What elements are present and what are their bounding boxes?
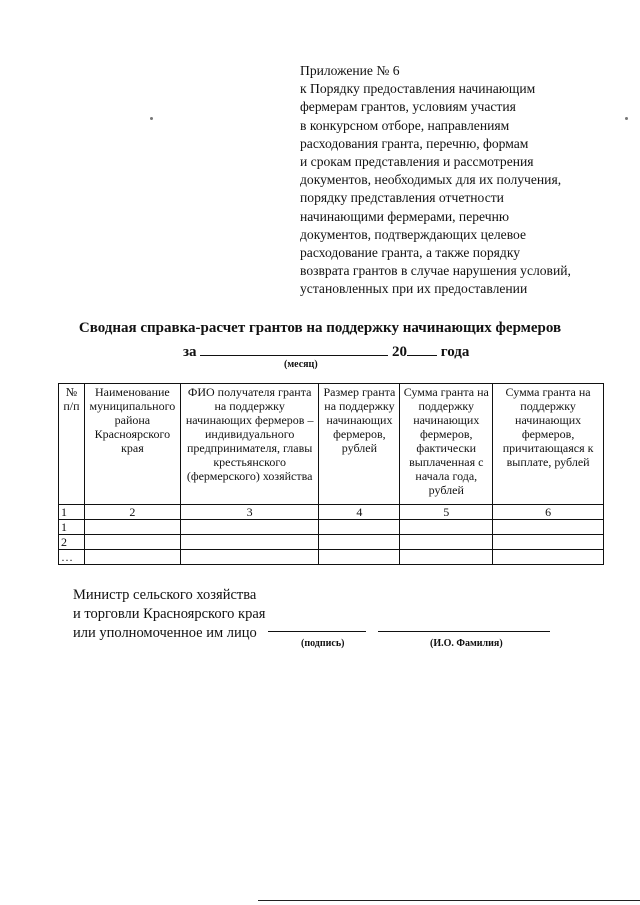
table-header-row (59, 384, 604, 505)
period-line (183, 341, 469, 361)
appendix-line: в конкурсном отборе, направлениям (300, 117, 510, 133)
column-number-row (59, 505, 604, 520)
signature-line: или уполномоченное им лицо (73, 625, 257, 641)
column-number: 5 (400, 505, 493, 520)
signature-line: и торговли Красноярского края (73, 606, 266, 622)
appendix-line: и срокам представления и рассмотрения (300, 154, 534, 170)
period-prefix: за (183, 344, 197, 360)
table-row (59, 535, 604, 550)
year-blank (407, 341, 437, 356)
table-cell (180, 520, 319, 535)
name-caption: (И.О. Фамилия) (430, 638, 503, 649)
month-caption: (месяц) (284, 359, 318, 370)
table-row (59, 520, 604, 535)
signature-line: Министр сельского хозяйства (73, 587, 257, 603)
table-row (59, 550, 604, 565)
header-due-amount: Сумма гранта на поддержку начинающих фермеров, причитающаяся к выплате, рублей (493, 384, 604, 505)
scan-edge-line (258, 900, 640, 901)
appendix-line: расходования гранта, перечню, формам (300, 135, 529, 151)
table-cell (84, 535, 180, 550)
table-cell (400, 535, 493, 550)
table-cell (319, 535, 400, 550)
grants-table (58, 383, 604, 565)
scan-speck (150, 117, 153, 120)
appendix-line: расходование гранта, а также порядку (300, 245, 521, 261)
month-blank (200, 341, 388, 356)
appendix-line: порядку представления отчетности (300, 190, 504, 206)
name-blank (378, 631, 550, 632)
table-cell (493, 520, 604, 535)
table-cell (319, 550, 400, 565)
signature-caption: (подпись) (301, 638, 345, 649)
appendix-title: Приложение № 6 (300, 63, 400, 78)
appendix-line: фермерам грантов, условиям участия (300, 99, 516, 115)
table-cell (319, 520, 400, 535)
table-cell (180, 550, 319, 565)
row-number: … (59, 550, 85, 565)
table-cell (84, 520, 180, 535)
document-title: Сводная справка-расчет грантов на поддержку начинающих фермеров (78, 320, 562, 336)
appendix-line: документов, необходимых для их получения, (300, 172, 562, 188)
column-number: 4 (319, 505, 400, 520)
year-prefix: 20 (392, 344, 408, 360)
appendix-line: к Порядку предоставления начинающим (300, 81, 536, 97)
table-cell (493, 550, 604, 565)
row-number: 2 (59, 535, 85, 550)
column-number: 3 (180, 505, 319, 520)
header-number: № п/п (59, 384, 85, 505)
header-grant-size: Размер гранта на поддержку начинающих фермеров, рублей (319, 384, 400, 505)
table-cell (180, 535, 319, 550)
column-number: 2 (84, 505, 180, 520)
table-cell (493, 535, 604, 550)
appendix-line: установленных при их предоставлении (300, 281, 528, 297)
table-cell (400, 550, 493, 565)
signature-blank (268, 631, 366, 632)
header-recipient: ФИО получателя гранта на поддержку начинающих фермеров – индивидуального предпринимателя, главы крестьянского (фермерского) хозяйства (180, 384, 319, 505)
appendix-block (300, 62, 630, 299)
scan-speck (625, 117, 628, 120)
table-cell (400, 520, 493, 535)
signature-block (73, 586, 265, 643)
appendix-line: возврата грантов в случае нарушения условий, (300, 263, 571, 279)
header-district: Наименование муниципального района Красноярского края (84, 384, 180, 505)
period-suffix: года (440, 344, 470, 360)
appendix-line: начинающими фермерами, перечню (300, 208, 509, 224)
header-paid-amount: Сумма гранта на поддержку начинающих фермеров, фактически выплаченная с начала года, рублей (400, 384, 493, 505)
table-cell (84, 550, 180, 565)
column-number: 6 (493, 505, 604, 520)
appendix-line: документов, подтверждающих целевое (300, 226, 527, 242)
column-number: 1 (59, 505, 85, 520)
row-number: 1 (59, 520, 85, 535)
